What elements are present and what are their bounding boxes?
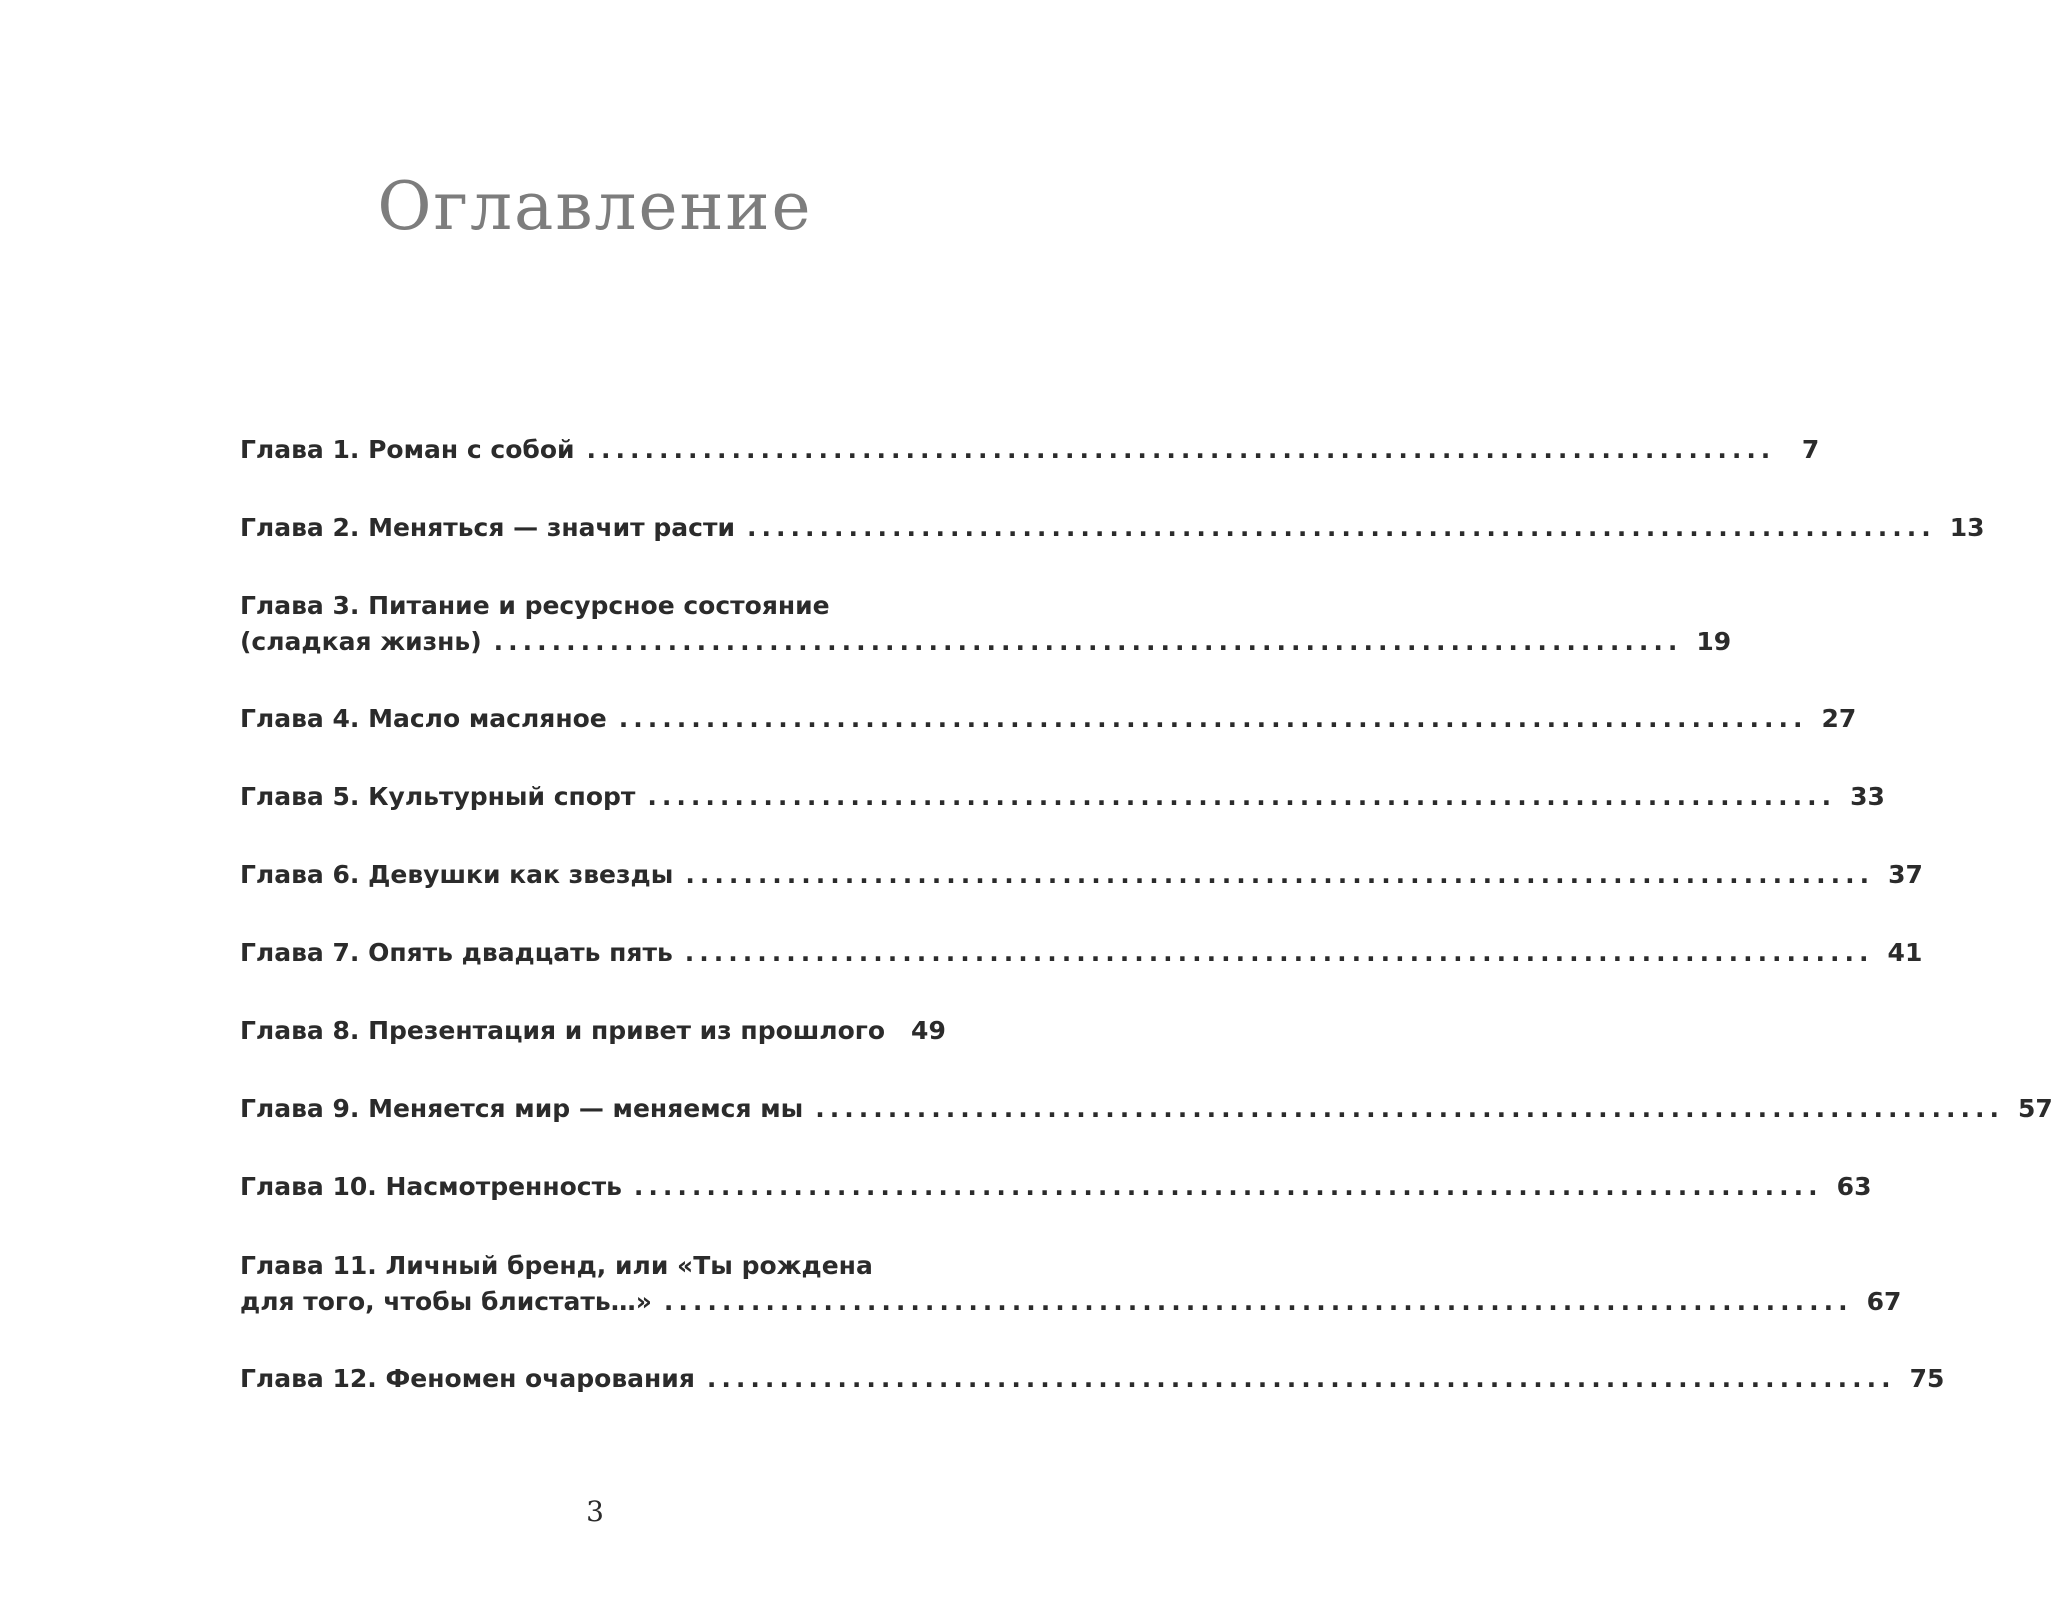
toc-entry-9[interactable] (240, 1091, 2053, 1127)
toc-leader-dots: .................................................................................. (815, 1094, 2005, 1123)
toc-entry-title: (сладкая жизнь) (240, 627, 482, 656)
toc-entry-6[interactable] (240, 857, 1923, 893)
toc-entry-2[interactable] (240, 510, 1985, 546)
toc-entry-page: 67 (1866, 1287, 1902, 1316)
toc-leader-dots: .................................................................................. (684, 938, 1874, 967)
toc-entry-8[interactable] (240, 1013, 945, 1049)
page-title: Оглавление (377, 168, 813, 245)
toc-entry-3[interactable] (240, 588, 1732, 660)
toc-leader-dots: .................................................................................. (746, 513, 1936, 542)
toc-entry-title: для того, чтобы блистать…» (240, 1287, 652, 1316)
page-number: 3 (586, 1495, 604, 1528)
toc-entry-title: Глава 1. Роман с собой (240, 435, 575, 464)
toc-leader-dots: .................................................................................. (685, 860, 1875, 889)
toc-entry-page: 49 (911, 1016, 946, 1045)
toc-entry-title: Глава 2. Меняться — значит расти (240, 513, 735, 542)
toc-entry-title: Глава 10. Насмотренность (240, 1172, 622, 1201)
toc-entry-11[interactable] (240, 1248, 1902, 1320)
toc-leader-dots: .................................................................................. (586, 435, 1776, 464)
toc-entry-page: 27 (1821, 704, 1857, 733)
toc-entry-title: Глава 8. Презентация и привет из прошлого (240, 1016, 886, 1045)
toc-entry-title: Глава 4. Масло масляное (240, 704, 607, 733)
toc-entry-title: Глава 6. Девушки как звезды (240, 860, 674, 889)
toc-entry-page: 7 (1801, 435, 1820, 464)
toc-entry-5[interactable] (240, 779, 1885, 815)
toc-entry-1[interactable] (240, 432, 1820, 468)
toc-entry-title: Глава 7. Опять двадцать пять (240, 938, 673, 967)
toc-leader-dots: .................................................................................. (647, 782, 1837, 811)
toc-entry-page: 75 (1909, 1364, 1945, 1393)
toc-entry-title-line-1: Глава 11. Личный бренд, или «Ты рождена (240, 1251, 873, 1280)
toc-entry-page: 63 (1836, 1172, 1872, 1201)
toc-leader-dots: .................................................................................. (633, 1172, 1823, 1201)
toc-entry-10[interactable] (240, 1169, 1872, 1205)
toc-entry-title: Глава 9. Меняется мир — меняемся мы (240, 1094, 804, 1123)
toc-entry-title-line-1: Глава 3. Питание и ресурсное состояние (240, 591, 830, 620)
toc-leader-dots: .................................................................................. (663, 1287, 1853, 1316)
toc-leader-dots: .................................................................................. (706, 1364, 1896, 1393)
toc-entry-12[interactable] (240, 1361, 1945, 1397)
toc-entry-page: 19 (1696, 627, 1732, 656)
toc-entry-page: 57 (2018, 1094, 2053, 1123)
toc-entry-page: 41 (1887, 938, 1923, 967)
toc-entry-4[interactable] (240, 701, 1857, 737)
toc-entry-page: 33 (1850, 782, 1885, 811)
toc-entry-page: 37 (1888, 860, 1923, 889)
toc-entry-title: Глава 5. Культурный спорт (240, 782, 636, 811)
toc-entry-title: Глава 12. Феномен очарования (240, 1364, 695, 1393)
toc-leader-dots: .................................................................................. (618, 704, 1808, 733)
toc-leader-dots: .................................................................................. (493, 627, 1683, 656)
toc-entry-page: 13 (1949, 513, 1985, 542)
toc-entry-7[interactable] (240, 935, 1923, 971)
